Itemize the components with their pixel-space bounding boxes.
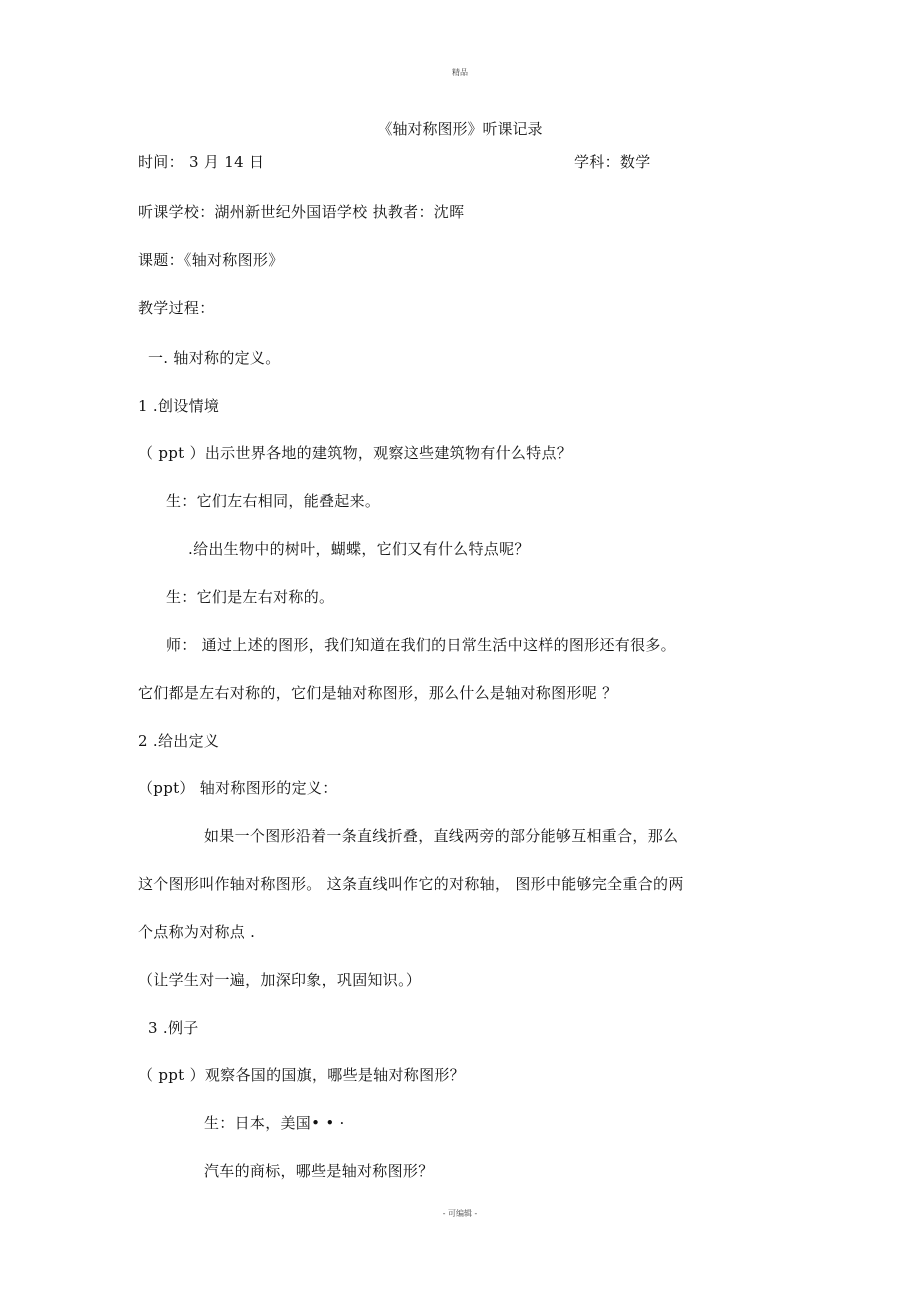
meta-subject: 学科：数学: [574, 153, 651, 171]
section-heading: 一. 轴对称的定义。: [148, 349, 281, 367]
meta-time: 时间： 3 月 14 日: [138, 153, 265, 171]
header-watermark: 精品: [452, 68, 468, 77]
definition-line: 个点称为对称点 .: [138, 923, 256, 941]
paragraph-line: （ ppt ）观察各国的国旗，哪些是轴对称图形？: [138, 1066, 465, 1084]
student-answer: 生：它们左右相同，能叠起来。: [166, 492, 381, 510]
subsection-heading: 2 .给出定义: [138, 732, 220, 750]
definition-line: 如果一个图形沿着一条直线折叠，直线两旁的部分能够互相重合，那么: [204, 827, 679, 845]
paragraph-line: 汽车的商标，哪些是轴对称图形？: [204, 1162, 434, 1180]
student-answer: 生：它们是左右对称的。: [166, 588, 335, 606]
paragraph-line: （让学生对一遍，加深印象，巩固知识。）: [138, 971, 422, 989]
subsection-heading: 3 .例子: [148, 1019, 199, 1037]
student-answer: 生：日本，美国• • ·: [204, 1114, 345, 1132]
paragraph-line: 它们都是左右对称的，它们是轴对称图形，那么什么是轴对称图形呢 ？: [138, 684, 618, 702]
teacher-remark: 师： 通过上述的图形，我们知道在我们的日常生活中这样的图形还有很多。: [166, 636, 676, 654]
definition-line: 这个图形叫作轴对称图形。 这条直线叫作它的对称轴， 图形中能够完全重合的两: [138, 875, 684, 893]
meta-school-teacher: 听课学校：湖州新世纪外国语学校 执教者：沈晖: [138, 203, 465, 221]
footer-watermark: - 可编辑 -: [442, 1209, 478, 1218]
meta-topic: 课题：《轴对称图形》: [138, 251, 284, 269]
document-title: 《轴对称图形》听课记录: [377, 120, 543, 138]
meta-process: 教学过程：: [138, 299, 215, 317]
subsection-heading: 1 .创设情境: [138, 397, 220, 415]
paragraph-line: .给出生物中的树叶，蝴蝶，它们又有什么特点呢？: [188, 540, 530, 558]
paragraph-line: （ppt） 轴对称图形的定义：: [138, 779, 338, 797]
paragraph-line: （ ppt ）出示世界各地的建筑物，观察这些建筑物有什么特点？: [138, 444, 573, 462]
